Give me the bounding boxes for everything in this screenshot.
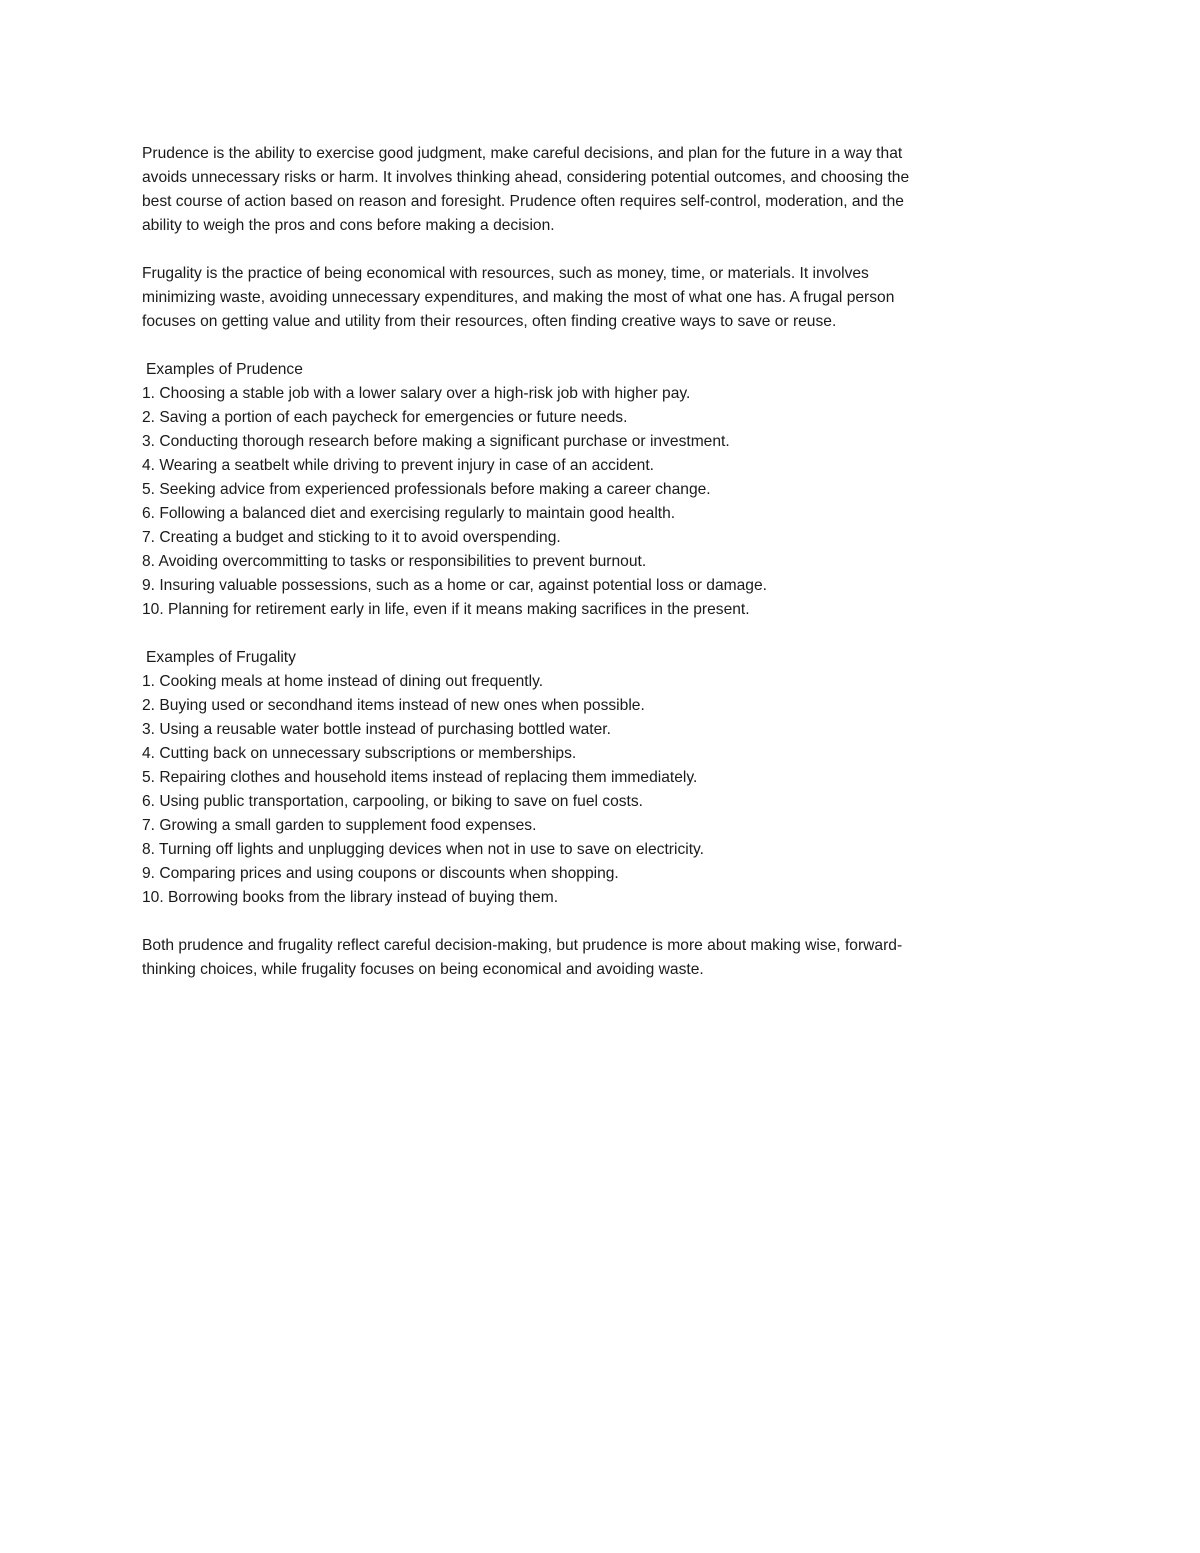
paragraph-line: Prudence is the ability to exercise good judgment, make careful decisions, and plan for the future in a way that xyxy=(142,145,903,162)
blank-line xyxy=(142,910,1042,934)
list-item: 4. Wearing a seatbelt while driving to prevent injury in case of an accident. xyxy=(142,457,654,474)
blank-line xyxy=(142,622,1042,646)
paragraph-line: minimizing waste, avoiding unnecessary expenditures, and making the most of what one has. A frugal person xyxy=(142,289,895,306)
frugality-definition-paragraph xyxy=(142,262,1042,334)
paragraph-line: Frugality is the practice of being economical with resources, such as money, time, or materials. It involves xyxy=(142,265,869,282)
prudence-examples-list xyxy=(142,382,1042,622)
list-item: 1. Cooking meals at home instead of dining out frequently. xyxy=(142,673,544,690)
list-item: 2. Buying used or secondhand items instead of new ones when possible. xyxy=(142,697,645,714)
list-item: 9. Insuring valuable possessions, such as a home or car, against potential loss or damage. xyxy=(142,577,767,594)
list-item: 2. Saving a portion of each paycheck for emergencies or future needs. xyxy=(142,409,628,426)
document-body xyxy=(142,142,1042,982)
list-item: 10. Planning for retirement early in life, even if it means making sacrifices in the present. xyxy=(142,601,750,618)
list-item: 4. Cutting back on unnecessary subscriptions or memberships. xyxy=(142,745,577,762)
prudence-definition-paragraph xyxy=(142,142,1042,238)
frugality-examples-list xyxy=(142,670,1042,910)
paragraph-line: avoids unnecessary risks or harm. It involves thinking ahead, considering potential outcomes, and choosing the xyxy=(142,169,910,186)
paragraph-line: Both prudence and frugality reflect careful decision-making, but prudence is more about making wise, forward- xyxy=(142,937,903,954)
list-item: 8. Turning off lights and unplugging devices when not in use to save on electricity. xyxy=(142,841,705,858)
list-item: 10. Borrowing books from the library instead of buying them. xyxy=(142,889,559,906)
list-item: 3. Conducting thorough research before making a significant purchase or investment. xyxy=(142,433,730,450)
list-item: 6. Following a balanced diet and exercising regularly to maintain good health. xyxy=(142,505,676,522)
list-item: 9. Comparing prices and using coupons or discounts when shopping. xyxy=(142,865,619,882)
paragraph-line: thinking choices, while frugality focuses on being economical and avoiding waste. xyxy=(142,961,704,978)
list-item: 3. Using a reusable water bottle instead of purchasing bottled water. xyxy=(142,721,611,738)
list-item: 5. Seeking advice from experienced professionals before making a career change. xyxy=(142,481,711,498)
list-item: 6. Using public transportation, carpooling, or biking to save on fuel costs. xyxy=(142,793,644,810)
list-item: 7. Growing a small garden to supplement food expenses. xyxy=(142,817,537,834)
frugality-examples-heading: Examples of Frugality xyxy=(146,649,296,666)
paragraph-line: ability to weigh the pros and cons before making a decision. xyxy=(142,217,555,234)
list-item: 8. Avoiding overcommitting to tasks or responsibilities to prevent burnout. xyxy=(142,553,647,570)
blank-line xyxy=(142,334,1042,358)
paragraph-line: best course of action based on reason and foresight. Prudence often requires self-control, moderation, and the xyxy=(142,193,904,210)
list-item: 5. Repairing clothes and household items instead of replacing them immediately. xyxy=(142,769,698,786)
list-item: 1. Choosing a stable job with a lower salary over a high-risk job with higher pay. xyxy=(142,385,691,402)
prudence-examples-heading: Examples of Prudence xyxy=(146,361,303,378)
conclusion-paragraph xyxy=(142,934,1042,982)
paragraph-line: focuses on getting value and utility from their resources, often finding creative ways to save or reuse. xyxy=(142,313,837,330)
list-item: 7. Creating a budget and sticking to it to avoid overspending. xyxy=(142,529,561,546)
blank-line xyxy=(142,238,1042,262)
